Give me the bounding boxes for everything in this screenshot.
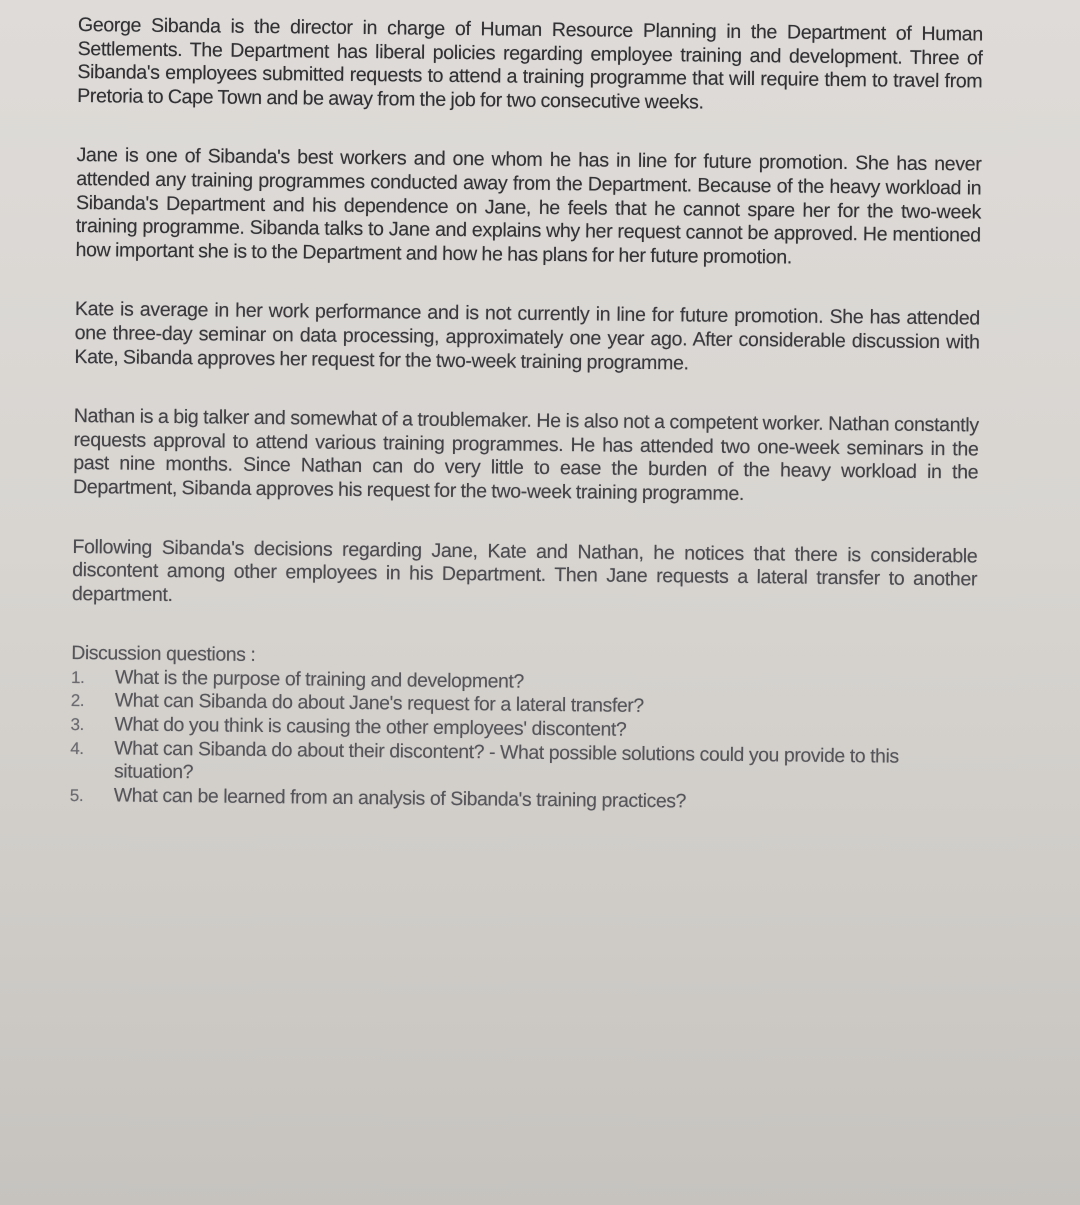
question-list bbox=[70, 666, 976, 817]
kate-paragraph: Kate is average in her work performance and is not currently in line for future promotion. She has attended one three-day seminar on data processing, approximately one year ago. After considerable discussion with Kate, Sibanda approves her request for the two-week training programme. bbox=[74, 298, 980, 374]
question-text: What can be learned from an analysis of Sibanda's training practices? bbox=[113, 784, 687, 813]
question-text: What is the purpose of training and development? bbox=[114, 666, 524, 693]
intro-paragraph: George Sibanda is the director in charge of Human Resource Planning in the Department of Human Settlements. The Department has liberal policies regarding employee training and development. Three of Sibanda's employees submitted requests to attend a training programme that will require them to travel from Pretoria to Cape Town and be away from the job for two consecutive weeks. bbox=[77, 14, 983, 114]
jane-paragraph: Jane is one of Sibanda's best workers and one whom he has in line for future promotion. She has never attended any training programmes conducted away from the Department. Because of the heavy workload in Sibanda's Department and his dependence on Jane, he feels that he cannot spare her for the two-week training programme. Sibanda talks to Jane and explains why her request cannot be approved. He mentioned how important she is to the Department and how he has plans for her future promotion. bbox=[75, 144, 982, 269]
discontent-paragraph: Following Sibanda's decisions regarding Jane, Kate and Nathan, he notices that there is considerable discontent among other employees in his Department. Then Jane requests a lateral transfer to another department. bbox=[71, 535, 978, 606]
discussion-title: Discussion questions : bbox=[71, 642, 256, 667]
document-page bbox=[70, 14, 983, 817]
question-text: What can Sibanda do about Jane's request for a lateral transfer? bbox=[114, 689, 644, 718]
question-number: 4. bbox=[70, 738, 84, 758]
discussion-section bbox=[70, 642, 977, 817]
question-number: 3. bbox=[70, 715, 85, 735]
question-number: 1. bbox=[70, 667, 85, 687]
question-number: 5. bbox=[69, 785, 84, 805]
question-number: 2. bbox=[70, 691, 85, 711]
question-text: What can Sibanda do about their discontent? - What possible solutions could you provide to this situation? bbox=[113, 737, 899, 784]
nathan-paragraph: Nathan is a big talker and somewhat of a troublemaker. He is also not a competent worker. Nathan constantly requests approval to attend various training programmes. He has attended two one-week seminars in the past nine months. Since Nathan can do very little to ease the burden of the heavy workload in the Department, Sibanda approves his request for the two-week training programme. bbox=[72, 405, 979, 505]
question-text: What do you think is causing the other employees' discontent? bbox=[114, 713, 627, 741]
